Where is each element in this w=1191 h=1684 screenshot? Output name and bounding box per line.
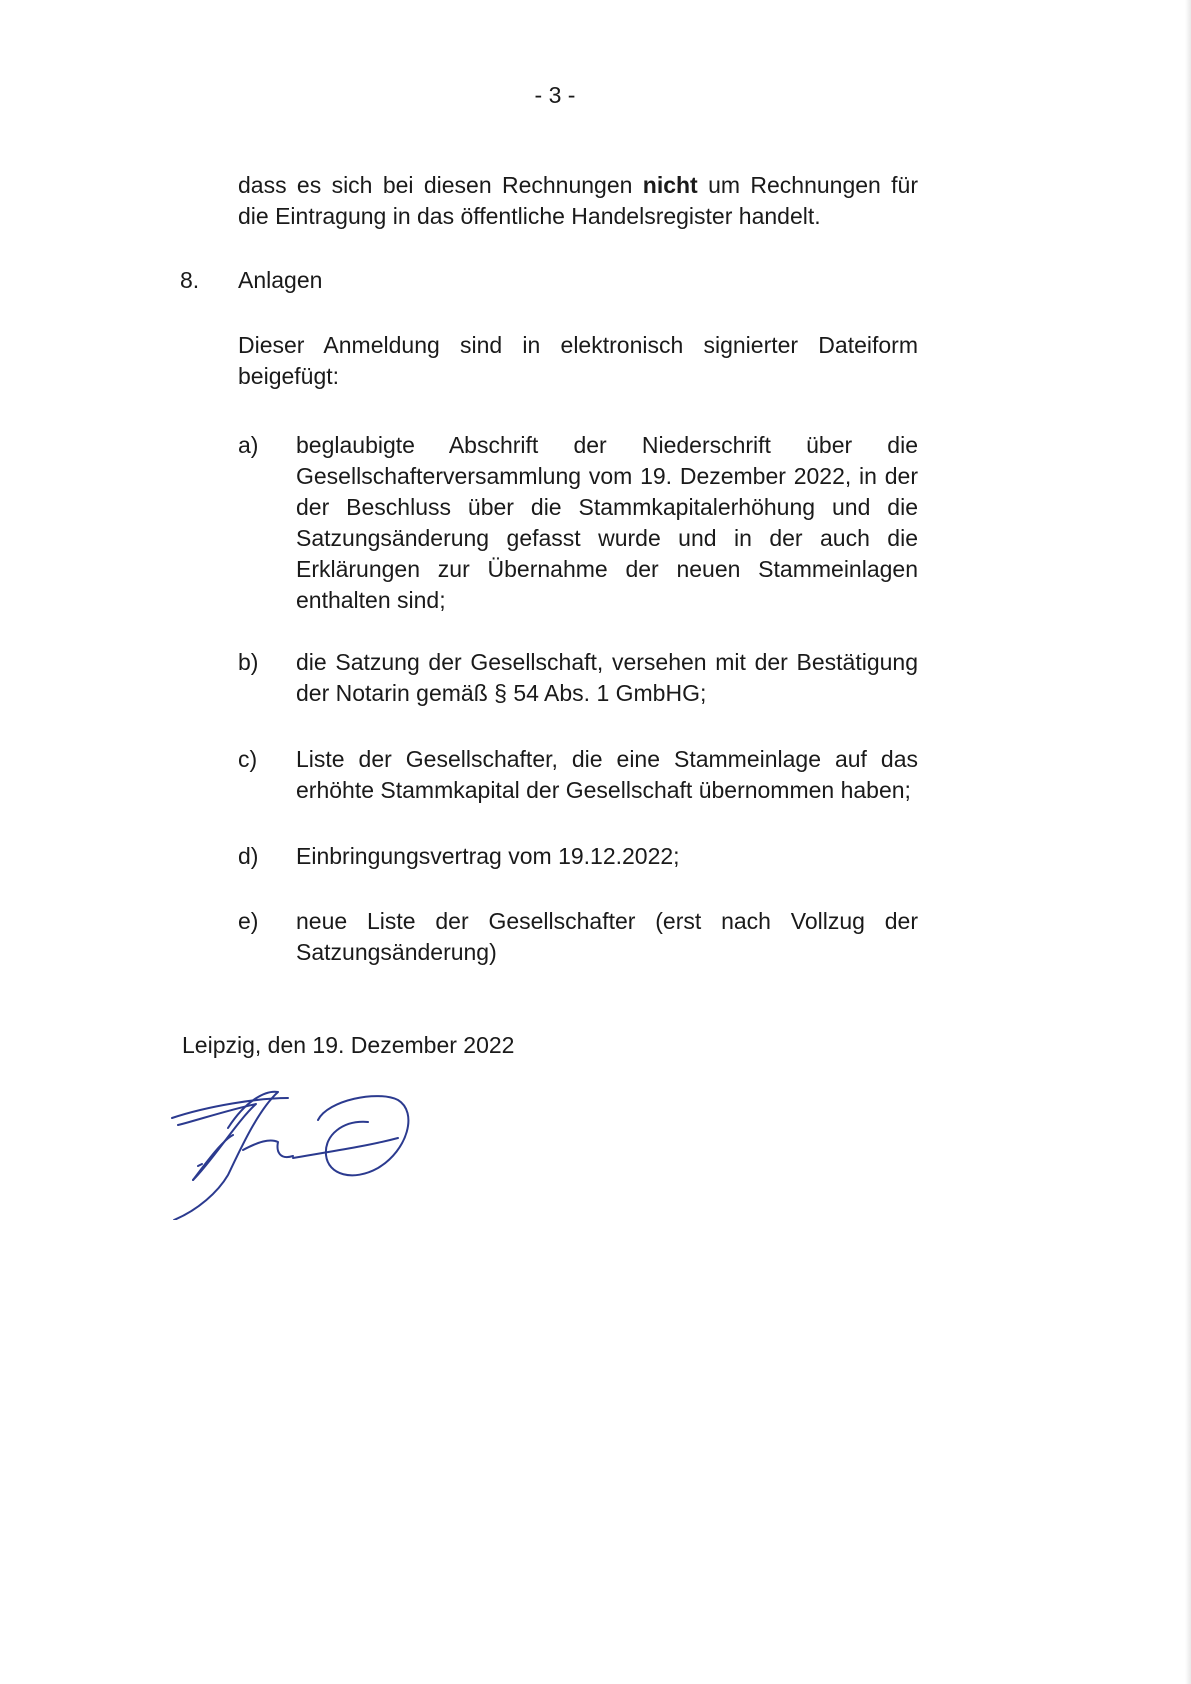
place-date: Leipzig, den 19. Dezember 2022: [182, 1032, 515, 1058]
list-item-text: Liste der Gesellschafter, die eine Stammeinlage auf das erhöhte Stammkapital der Gesellschaft übernommen haben;: [296, 746, 918, 803]
list-item-label: c): [238, 746, 258, 772]
list-item-label: a): [238, 432, 259, 458]
list-item-label: d): [238, 843, 259, 869]
section-number: 8.: [180, 267, 200, 293]
list-item-label: b): [238, 649, 259, 675]
continuation-text-after: um Rechnungen für die Eintragung in das öffentliche Handelsregister handelt.: [238, 172, 919, 229]
list-item-text: beglaubigte Abschrift der Niederschrift über die Gesellschafterversammlung vom 19. Dezember 2022, in der der Beschluss über die Stammkapitalerhöhung und die Satzungsänderung gefasst wurde und in der auch die Erklärungen zur Übernahme der neuen Stammeinlagen enthalten sind;: [296, 432, 918, 613]
list-item-label: e): [238, 908, 259, 934]
list-item-text: die Satzung der Gesellschaft, versehen mit der Bestätigung der Notarin gemäß § 54 Abs. 1 GmbHG;: [296, 649, 918, 706]
section-title: Anlagen: [238, 267, 323, 293]
section-intro: Dieser Anmeldung sind in elektronisch signierter Dateiform beigefügt:: [238, 332, 918, 389]
list-item-text: neue Liste der Gesellschafter (erst nach Vollzug der Satzungsänderung): [296, 908, 918, 965]
continuation-text-before: dass es sich bei diesen Rechnungen: [238, 172, 643, 198]
list-item-text: Einbringungsvertrag vom 19.12.2022;: [296, 843, 680, 869]
continuation-paragraph: [238, 170, 918, 232]
page-edge: [1185, 0, 1191, 1684]
page-number: - 3 -: [534, 82, 576, 108]
continuation-emphasis: nicht: [642, 172, 698, 198]
signature-icon: [168, 1080, 428, 1220]
